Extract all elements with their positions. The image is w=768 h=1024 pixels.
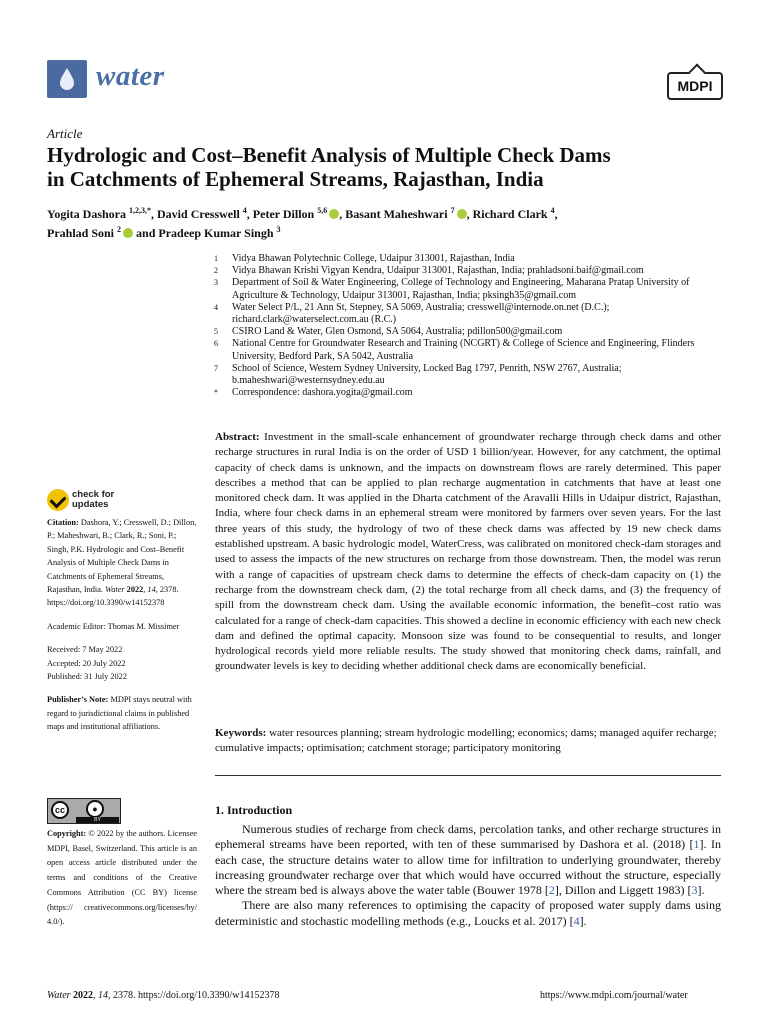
orcid-icon[interactable] [457,209,467,219]
affiliations [214,253,719,399]
affiliation-number: 6 [214,339,218,349]
author-affiliation-marker: 5,6 [317,206,328,215]
affiliation-text: CSIRO Land & Water, Glen Osmond, SA 5064, Australia; pdillon500@gmail.com [232,326,563,338]
academic-editor: Academic Editor: Thomas M. Missimer [47,621,180,631]
publisher-logo[interactable]: MDPI [667,72,723,100]
cc-by-license-badge[interactable] [47,798,121,824]
author-affiliation-marker: 4 [550,206,555,215]
author-affiliation-marker: 1,2,3,* [129,206,152,215]
author-separator: , [554,207,558,221]
affiliation-text: Correspondence: dashora.yogita@gmail.com [232,387,413,399]
author-affiliation-marker: 2 [117,225,122,234]
footer-citation: Water 2022, 14, 2378. https://doi.org/10.3390/w14152378 [47,990,280,1001]
paragraph: Numerous studies of recharge from check dams, percolation tanks, and other recharge structures in ephemeral streams have been reported, with ten of these summarised by Dashora et al. (2018) [1]. In each case, the structure detains water to allow time for infiltration to underlying groundwater, thereby increasing groundwater recharge over that which would have occurred without the structure, especially where the stream bed is always above the water table (Bouwer 1978 [2], Dillon and Liggett 1983) [3]. [215,822,721,898]
dates [47,643,197,683]
author-separator: , [151,207,158,221]
publisher-note: Publisher’s Note: MDPI stays neutral with regard to jurisdictional claims in published maps and institutional affiliations. [47,695,192,732]
abstract-text: Investment in the small-scale enhancement of groundwater recharge through check dams and other recharge structures in rural India is on the order of USD 1 billion/year. However, for any catchment, the optimal capacity of check dams is unknown, and the impacts on downstream flows are rarely determined. This paper describes a method that can be applied to plan recharge augmentation in catchments that have at least one monitored check dam. It was applied in the Dharta catchment of the Aravalli Hills in Udaipur district, Rajasthan, India, where four check dams in an ephemeral stream were monitored by farmers over seven years. For the last three years of this study, the hydrology of two of these check dams was affected by 19 new check dams established upstream. A basic hydrologic model, WaterCress, was calibrated on monitored check-dam storages and used to assess the impacts of the new structures on recharge from those downstream. Then, the model was rerun with a range of capacities of upstream check dams to determine the effects of check-dam capacity on (1) the recharge from the downstream check dam, (2) the total recharge from all check dams, and (3) the frequency of spill from the downstream check dam. Using the available economic information, the benefit–cost ratio was calculated for a range of check-dam capacities. This showed a decline in economic efficiency with each new check dam and defined the optimal capacity. Monsoon size was found to be consequential to results, and longer hydrological records yield more reliable results. The study showed that monitoring check dams, rainfall, and groundwater levels is key to deciding whether additional check dams are economically beneficial. [215,431,721,673]
orcid-icon[interactable] [123,228,133,238]
author-affiliation-marker: 4 [242,206,247,215]
author-affiliation-marker: 7 [450,206,455,215]
water-drop-icon [57,67,77,91]
cc-icon: cc [51,801,69,819]
journal-name: water [96,60,165,92]
orcid-icon[interactable] [329,209,339,219]
author-separator: and [133,226,159,240]
affiliation-text: Department of Soil & Water Engineering, College of Technology and Engineering, Maharana Pratap University of Agriculture & Technology, Udaipur 313001, Rajasthan, India; pksingh35@gmail.com [232,277,690,301]
author-name[interactable]: Pradeep Kumar Singh [158,226,277,240]
author-name[interactable]: Prahlad Soni [47,226,118,240]
author-separator: , [246,207,253,221]
author-name[interactable]: Basant Maheshwari [345,207,451,221]
person-icon: ● [86,800,104,818]
author-affiliation-marker: 3 [276,225,281,234]
keywords-label: Keywords: [215,727,267,739]
affiliation-number: 3 [214,278,218,288]
section-heading: 1. Introduction [215,803,293,817]
author-separator: , [466,207,473,221]
paper-title [47,143,737,191]
author-name[interactable]: David Cresswell [157,207,243,221]
title-line: in Catchments of Ephemeral Streams, Rajasthan, India [47,167,544,191]
accepted-date: Accepted: 20 July 2022 [47,658,126,668]
affiliation-text: National Centre for Groundwater Research and Training (NCGRT) & College of Science and Engineering, Flinders University, Bedford Park, SA 5042, Australia [232,338,695,362]
checkmark-icon [47,489,69,511]
affiliation-text: School of Science, Western Sydney University, Locked Bag 1797, Penrith, NSW 2767, Australia; b.maheshwari@westernsydney.edu.au [232,362,622,387]
affiliation-text: Vidya Bhawan Polytechnic College, Udaipur 313001, Rajasthan, India [232,253,515,264]
paragraph: There are also many references to optimising the capacity of proposed water supply dams using deterministic and stochastic modelling methods (e.g., Loucks et al. 2017) [4]. [215,898,721,928]
footer-journal-url[interactable]: https://www.mdpi.com/journal/water [540,990,688,1001]
keywords [215,726,721,757]
copyright-notice: Copyright: © 2022 by the authors. Licensee MDPI, Basel, Switzerland. This article is an open access article distributed under the terms and conditions of the Creative Commons Attribution (CC BY) license (https:// creativecommons.org/licenses/by/ 4.0/). [47,829,197,927]
affiliation-number: * [214,388,218,398]
affiliation-item [214,253,719,265]
affiliation-number: 7 [214,363,218,373]
citation-link[interactable]: 2 [548,883,555,898]
affiliation-number: 4 [214,302,218,312]
citation-link[interactable]: 3 [691,883,698,898]
author-separator: , [339,207,346,221]
abstract-label: Abstract: [215,431,260,443]
affiliation-number: 1 [214,254,218,263]
affiliation-number: 2 [214,266,218,276]
author-name[interactable]: Peter Dillon [252,207,318,221]
citation-link[interactable]: 1 [693,837,700,852]
author-name[interactable]: Richard Clark [472,207,551,221]
affiliation-text: Water Select P/L, 21 Ann St, Stepney, SA 5069, Australia; cresswell@internode.on.net (D.C.); richard.clark@waterselect.com.au (R.C.) [232,301,610,326]
affiliation-item [214,302,719,326]
affiliation-item [214,387,719,399]
affiliation-text: Vidya Bhawan Krishi Vigyan Kendra, Udaipur 313001, Rajasthan, India; prahladsoni.baif@gmail.com [232,265,644,277]
author-name[interactable]: Yogita Dashora [47,207,130,221]
intro-body [215,822,721,929]
affiliation-item [214,326,719,338]
affiliation-item [214,363,719,387]
citation-block: Citation: Dashora, Y.; Cresswell, D.; Dillon, P.; Maheshwari, B.; Clark, R.; Soni, P.; Singh, P.K. Hydrologic and Cost–Benefit Analysis of Multiple Check Dams in Catchments of Ephemeral Streams, Rajasthan, India. Water 2022, 14, 2378. https://doi.org/10.3390/w14152378 [47,518,197,608]
affiliation-item [214,338,719,362]
check-updates-text: check for updates [72,489,115,510]
affiliation-number: 5 [214,327,218,337]
keywords-text: water resources planning; stream hydrologic modelling; economics; dams; managed aquifer recharge; cumulative impacts; optimisation; catchment storage; participatory monitoring [215,727,717,755]
article-type: Article [47,126,83,141]
by-label: BY [76,817,119,823]
abstract [215,430,721,675]
published-date: Published: 31 July 2022 [47,672,127,682]
title-line: Hydrologic and Cost–Benefit Analysis of Multiple Check Dams [47,143,611,167]
author-list [47,203,737,241]
received-date: Received: 7 May 2022 [47,645,123,655]
sidebar-metadata [47,516,197,744]
divider [215,775,721,776]
citation-link[interactable]: 4 [573,913,580,928]
affiliation-item [214,265,719,277]
affiliation-item [214,277,719,301]
journal-logo [47,60,87,98]
